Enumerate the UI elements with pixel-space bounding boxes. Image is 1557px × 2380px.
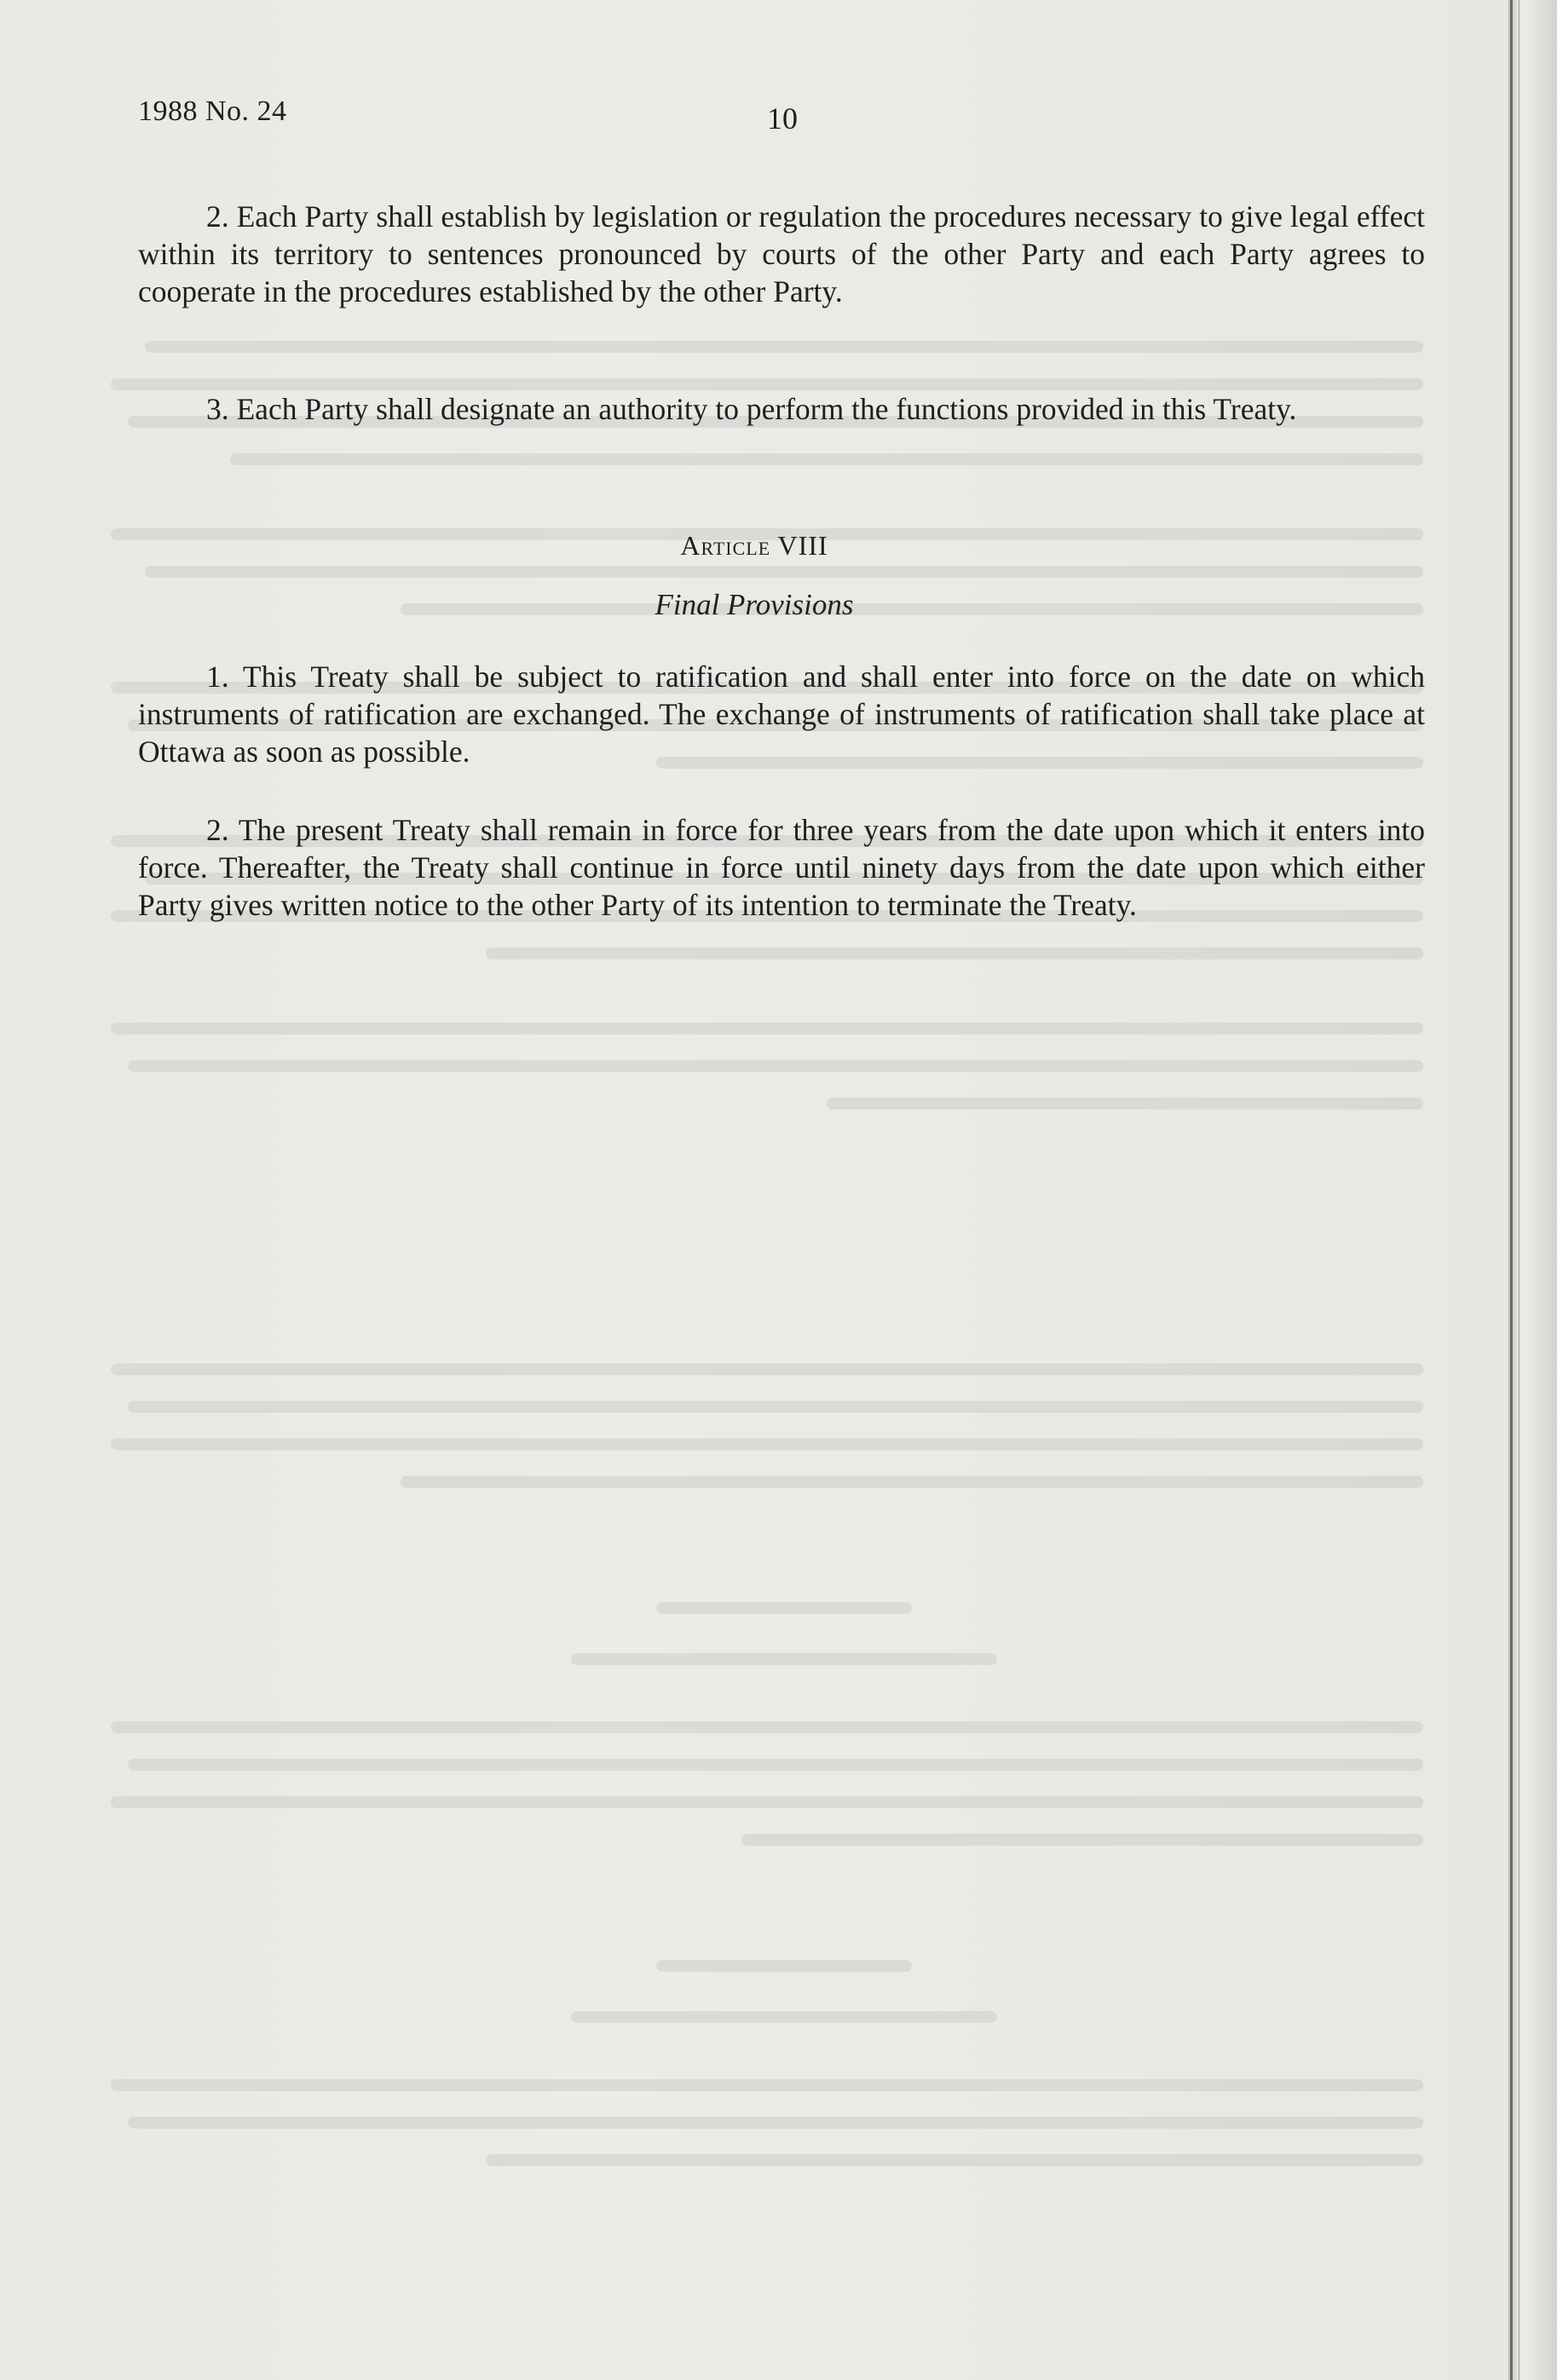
paragraph-text: 2. Each Party shall establish by legislation or regulation the procedures necessary to give legal effect within its territory to sentences pronounced by courts of the other Party and each Party agrees to cooperate in the procedures established by the other Party. [138, 199, 1425, 308]
page-binding-edge [1508, 0, 1557, 2380]
paragraph-text: 2. The present Treaty shall remain in force for three years from the date upon which it enters into force. Thereafter, the Treaty shall continue in force until ninety days from the date upon which either Party gives written notice to the other Party of its intention to terminate the Treaty. [138, 813, 1425, 922]
page-edge-line-secondary [1519, 0, 1520, 2380]
page-number: 10 [767, 101, 798, 135]
page-edge-line [1510, 0, 1513, 2380]
bleed-lines-graphic [94, 1363, 1423, 2343]
article-paragraph-1 [138, 658, 1425, 770]
act-reference: 1988 No. 24 [138, 95, 287, 127]
reverse-side-bleed-texture-lower [94, 1363, 1423, 2343]
article-heading: Article VIII [680, 530, 828, 561]
paragraph-text: 1. This Treaty shall be subject to ratification and shall enter into force on the date on which instruments of ratification are exchanged. The exchange of instruments of ratification shall take place at Ottawa as soon as possible. [138, 660, 1425, 769]
article-paragraph-2 [138, 811, 1425, 924]
paragraph-text: 3. Each Party shall designate an authority to perform the functions provided in this Treaty. [206, 392, 1297, 426]
paragraph-3 [138, 390, 1425, 428]
paragraph-2 [138, 198, 1425, 310]
article-subheading: Final Provisions [655, 588, 854, 621]
